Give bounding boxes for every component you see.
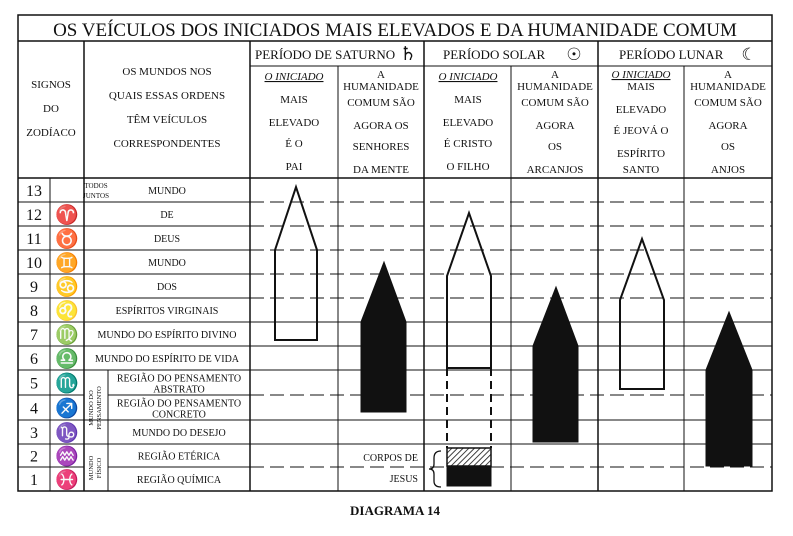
sat-hum-3: COMUM SÃO [347,97,415,109]
vessels [275,187,752,486]
sol-hum-3: COMUM SÃO [521,97,589,109]
saturn-symbol-icon: ♄ [399,44,417,65]
zodiac-sign-icon: ♏ [55,373,79,395]
zodiac-sign-icon: ♎ [55,349,79,370]
period-solar-name: PERÍODO SOLAR [443,47,546,62]
sol-hum-6: ARCANJOS [526,164,584,176]
corpos-de-jesus-2: JESUS [389,474,418,485]
sat-iniciado-1: MAIS [280,94,308,106]
sat-iniciado-2: ELEVADO [268,117,320,129]
row-number: 7 [30,327,38,344]
lun-iniciado-head: O INICIADO [611,69,671,81]
zodiac-sign-icon: ♒ [55,446,79,468]
sol-iniciado-head: O INICIADO [438,71,498,83]
lun-hum-6: ANJOS [710,164,746,176]
zodiac-sign-icon: ♋ [55,277,79,298]
lun-hum-5: OS [720,141,736,153]
sol-iniciado-1: MAIS [454,94,482,106]
lun-iniciado-2: ELEVADO [615,104,667,116]
sol-iniciado-4: O FILHO [446,161,490,173]
header-mundos-1: OS MUNDOS NOS [122,66,212,78]
header-signos-3: ZODÍACO [26,127,76,139]
zodiac-sign-icon: ♐ [55,398,79,420]
world-label: CONCRETO [152,409,206,421]
mundo-pensamento-2: PENSAMENTO [96,386,103,430]
diagram-caption: DIAGRAMA 14 [350,503,440,518]
header-mundos-2: QUAIS ESSAS ORDENS [108,90,226,102]
sol-iniciado-vessel [447,213,491,368]
row-number: 13 [26,183,42,200]
period-lunar-name: PERÍODO LUNAR [619,47,724,62]
row-number: 2 [30,448,38,466]
sol-iniciado-dashed [447,368,491,448]
lun-hum-2: HUMANIDADE [690,81,766,93]
todos-juntos-1: TODOS [84,182,108,190]
sat-hum-5: SENHORES [352,141,410,153]
row-number: 1 [30,472,38,489]
zodiac-sign-icon: ♈ [55,205,79,226]
sol-humanidade-vessel [533,287,578,442]
mundo-pensamento-1: MUNDO DO [88,390,95,426]
lun-iniciado-3: É JEOVÁ O [613,125,669,137]
row-number: 6 [30,351,38,368]
world-label: REGIÃO QUÍMICA [136,475,222,486]
row-number: 5 [30,375,38,393]
world-label: DOS [156,282,178,293]
world-label: REGIÃO DO PENSAMENTO [116,398,242,410]
mundo-fisico-2: FÍSICO [96,457,103,479]
lun-humanidade-vessel [706,312,752,466]
sol-hum-5: OS [547,141,563,153]
world-label: MUNDO DO ESPÍRITO DE VIDA [94,354,240,365]
lun-iniciado-vessel [620,239,664,389]
header-mundos-4: CORRESPONDENTES [113,138,221,150]
zodiac-sign-icon: ♓ [55,470,79,491]
sol-hum-1: A [551,69,559,81]
world-label: ESPÍRITOS VIRGINAIS [115,306,219,317]
lun-iniciado-1: MAIS [627,81,655,93]
row-number: 11 [26,231,42,248]
zodiac-sign-icon: ♊ [55,253,79,274]
period-saturno-name: PERÍODO DE SATURNO [255,47,396,62]
sol-hum-2: HUMANIDADE [517,81,593,93]
sat-iniciado-vessel [275,187,317,340]
sol-iniciado-3: É CRISTO [443,138,493,150]
lun-iniciado-5: SANTO [622,164,660,176]
sun-symbol-icon: ☉ [566,45,582,64]
sol-hum-4: AGORA [535,120,575,132]
row-labels [26,183,241,491]
lun-iniciado-4: ESPÍRITO [616,148,666,160]
curly-brace-icon [429,451,441,487]
moon-symbol-icon: ☾ [741,45,757,64]
diagram-title: OS VEÍCULOS DOS INICIADOS MAIS ELEVADOS E DA HUMANIDADE COMUM [53,20,737,41]
sat-hum-4: AGORA OS [353,120,409,132]
world-label: DE [160,210,174,221]
sat-hum-6: DA MENTE [353,164,409,176]
world-label: MUNDO [148,186,186,197]
corpos-de-jesus-1: CORPOS DE [363,453,418,464]
world-label: REGIÃO DO PENSAMENTO [116,373,242,385]
header-signos-1: SIGNOS [31,79,71,91]
lun-hum-4: AGORA [708,120,748,132]
world-label: MUNDO DO ESPÍRITO DIVINO [97,330,237,341]
sat-hum-1: A [377,69,385,81]
row-number: 4 [30,400,38,418]
row-number: 12 [26,207,42,224]
sat-iniciado-3: É O [285,138,303,150]
zodiac-sign-icon: ♉ [55,229,79,250]
todos-juntos-2: JUNTOS [83,192,109,200]
sat-iniciado-4: PAI [285,161,303,173]
zodiac-sign-icon: ♑ [55,423,79,444]
world-label: DEUS [153,234,181,245]
sat-iniciado-head: O INICIADO [264,71,324,83]
sat-hum-2: HUMANIDADE [343,81,419,93]
sat-humanidade-vessel [361,262,406,412]
world-label: ABSTRATO [153,384,205,396]
row-number: 10 [26,255,42,272]
row-number: 8 [30,303,38,320]
header-mundos-3: TÊM VEÍCULOS [126,114,208,126]
world-label: MUNDO DO DESEJO [132,428,226,439]
zodiac-sign-icon: ♍ [55,325,79,346]
header-signos-2: DO [43,103,59,115]
lun-hum-3: COMUM SÃO [694,97,762,109]
row-number: 3 [30,425,38,442]
row-number: 9 [30,279,38,296]
lun-hum-1: A [724,69,732,81]
sol-corpo-etereo [447,448,491,466]
world-label: MUNDO [148,258,186,269]
mundo-fisico-1: MUNDO [88,455,95,481]
zodiac-sign-icon: ♌ [55,301,79,322]
world-label: REGIÃO ETÉRICA [137,451,221,463]
sol-corpo-denso [447,466,491,486]
sol-iniciado-2: ELEVADO [442,117,494,129]
